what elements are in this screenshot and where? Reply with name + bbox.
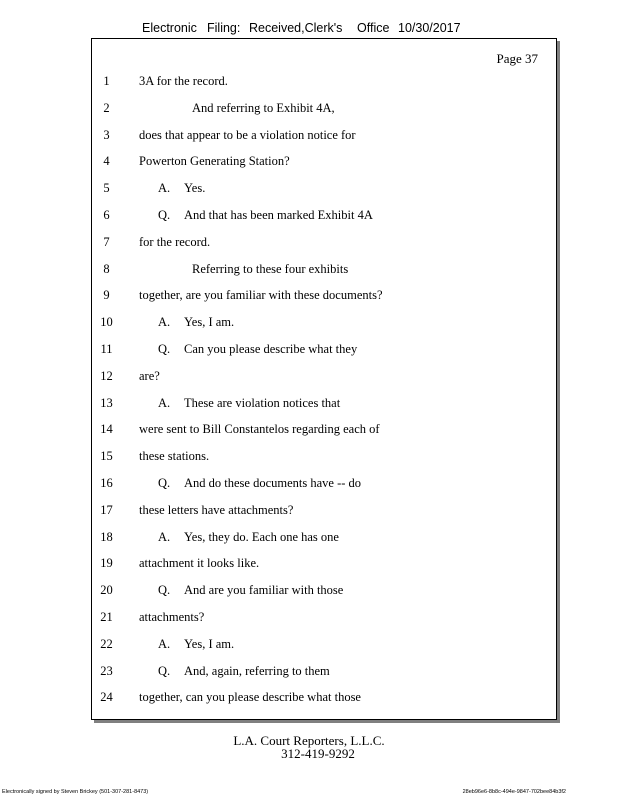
line-text: [139, 154, 290, 169]
transcript-line: [92, 637, 556, 655]
line-text: [158, 476, 361, 491]
transcript-line: [92, 396, 556, 414]
line-content: And that has been marked Exhibit 4A: [184, 208, 373, 222]
e-signature-left: Electronically signed by Steven Brickey (501-307-281-8473): [2, 789, 149, 795]
line-text: [139, 556, 259, 571]
reporter-phone: 312-419-9292: [281, 746, 355, 761]
line-number: 15: [100, 449, 113, 464]
line-content: And do these documents have -- do: [184, 476, 362, 490]
transcript-line: [92, 128, 556, 146]
line-number: 6: [103, 208, 110, 222]
transcript-line: [92, 476, 556, 494]
line-text: [158, 181, 205, 196]
speaker-mark: Q.: [158, 663, 171, 678]
transcript-line: [92, 556, 556, 574]
speaker-mark: A.: [158, 395, 171, 410]
line-text: [139, 449, 209, 464]
line-number: 3: [103, 127, 110, 142]
line-number: 11: [100, 342, 113, 356]
line-number: 14: [100, 422, 113, 437]
line-number: 18: [100, 529, 113, 544]
transcript-line: [92, 664, 556, 682]
line-text: [158, 637, 234, 652]
line-number: 4: [103, 154, 110, 169]
line-number: 1: [103, 74, 110, 88]
line-text: [192, 262, 348, 277]
transcript-line: [92, 503, 556, 521]
speaker-mark: Q.: [158, 476, 171, 490]
line-content: And, again, referring to them: [184, 663, 330, 678]
line-number: 5: [103, 181, 110, 196]
line-text: [139, 288, 383, 303]
line-text: [139, 235, 210, 250]
stamp-filing: Filing:: [207, 21, 241, 35]
line-text: [139, 128, 356, 143]
speaker-mark: A.: [158, 315, 171, 330]
line-number: 12: [100, 368, 113, 383]
line-content: were sent to Bill Constantelos regarding each of: [139, 422, 380, 437]
line-number: 20: [100, 583, 113, 598]
transcript-line: [92, 342, 556, 360]
transcript-line: [92, 422, 556, 440]
transcript-line: [92, 288, 556, 306]
line-content: Yes, I am.: [184, 636, 235, 651]
page-number: Page 37: [496, 51, 538, 66]
line-content: these letters have attachments?: [139, 502, 294, 517]
line-number: 19: [100, 556, 113, 571]
filing-stamp: [0, 21, 618, 37]
line-number: 24: [100, 690, 113, 705]
line-content: these stations.: [139, 449, 210, 464]
line-number: 13: [100, 395, 113, 410]
line-content: attachment it looks like.: [139, 556, 260, 571]
transcript-line: [92, 208, 556, 226]
speaker-mark: Q.: [158, 342, 171, 356]
line-text: [139, 74, 228, 89]
speaker-mark: A.: [158, 181, 171, 196]
line-text: [139, 503, 293, 518]
transcript-line: [92, 530, 556, 548]
line-text: [139, 690, 361, 705]
line-text: [158, 664, 330, 679]
line-text: [158, 342, 357, 357]
line-number: 17: [100, 502, 113, 517]
stamp-office: Office: [357, 21, 390, 35]
speaker-mark: A.: [158, 636, 171, 651]
line-number: 23: [100, 663, 113, 678]
line-number: 9: [103, 288, 110, 303]
line-content: 3A for the record.: [139, 74, 228, 88]
line-content: for the record.: [139, 234, 211, 249]
transcript-line: [92, 369, 556, 387]
line-number: 16: [100, 476, 113, 490]
line-text: [139, 369, 160, 384]
line-content: are?: [139, 368, 160, 383]
line-content: together, are you familiar with these documents?: [139, 288, 383, 303]
transcript-line: [92, 101, 556, 119]
line-number: 2: [103, 100, 110, 115]
line-text: [192, 101, 335, 116]
stamp-electronic: Electronic: [142, 21, 197, 35]
reporter-name: L.A. Court Reporters, L.L.C.: [233, 733, 385, 748]
line-content: Yes.: [184, 181, 206, 196]
transcript-line: [92, 262, 556, 280]
line-content: And are you familiar with those: [184, 583, 344, 598]
line-text: [158, 315, 234, 330]
line-number: 21: [100, 610, 113, 624]
line-content: Yes, they do. Each one has one: [184, 529, 339, 544]
transcript-line: [92, 74, 556, 92]
line-content: together, can you please describe what those: [139, 690, 361, 705]
speaker-mark: Q.: [158, 583, 171, 598]
stamp-received: Received,Clerk's: [249, 21, 343, 35]
speaker-mark: Q.: [158, 208, 171, 222]
line-content: does that appear to be a violation notice for: [139, 127, 356, 142]
transcript-line: [92, 690, 556, 708]
line-number: 10: [100, 315, 113, 330]
line-content: And referring to Exhibit 4A,: [192, 100, 335, 115]
transcript-line: [92, 315, 556, 333]
line-content: These are violation notices that: [184, 395, 341, 410]
line-text: [158, 396, 340, 411]
e-signature-hash: 28eb96e6-8b8c-494e-9847-702bee84b3f2: [462, 789, 566, 795]
transcript-line: [92, 235, 556, 253]
line-text: [158, 530, 339, 545]
line-text: [139, 422, 380, 437]
stamp-date: 10/30/2017: [398, 21, 461, 35]
line-content: Powerton Generating Station?: [139, 154, 290, 169]
line-content: Can you please describe what they: [184, 342, 358, 356]
line-text: [139, 610, 204, 625]
speaker-mark: A.: [158, 529, 171, 544]
transcript-line: [92, 181, 556, 199]
line-number: 8: [103, 261, 110, 276]
transcript-line: [92, 154, 556, 172]
line-content: Referring to these four exhibits: [192, 261, 349, 276]
line-text: [158, 208, 373, 223]
line-text: [158, 583, 343, 598]
line-number: 22: [100, 636, 113, 651]
line-content: Yes, I am.: [184, 315, 235, 330]
line-number: 7: [103, 234, 110, 249]
transcript-line: [92, 583, 556, 601]
transcript-line: [92, 449, 556, 467]
line-content: attachments?: [139, 610, 205, 624]
transcript-line: [92, 610, 556, 628]
transcript-page: [91, 38, 557, 720]
